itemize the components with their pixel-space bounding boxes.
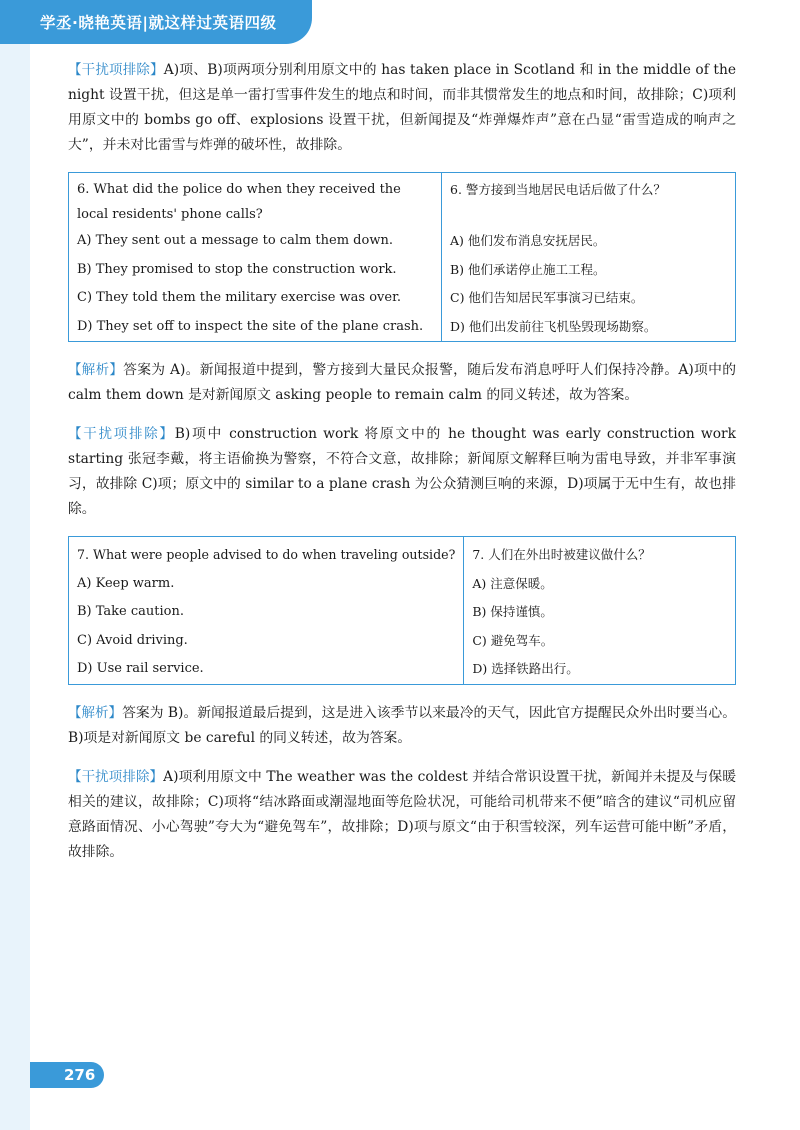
page-number: 276 <box>64 1066 96 1084</box>
paragraph-text: A)项利用原文中 The weather was the coldest 并结合常识设置干扰，新闻并未提及与保暖相关的建议，故排除；C)项将“结冰路面或潮湿地面等危险状况，可能给司机带来不便”暗含的建议“司机应留意路面情况、小心驾驶”夸大为“避免驾车”，故排除；D)项与原文“由于积雪较深，列车运营可能中断”矛盾，故排除。 <box>68 768 737 860</box>
option-d-cn: D) 选择铁路出行。 <box>472 661 579 676</box>
question-text: 6. What did the police do when they received the local residents' phone calls? <box>77 182 401 222</box>
paragraph-text: 答案为 B)。新闻报道最后提到，这是进入该季节以来最冷的天气，因此官方提醒民众外出时要当心。B)项是对新闻原文 be careful 的同义转述，故为答案。 <box>68 704 737 746</box>
option-c-cn: C) 他们告知居民军事演习已结束。 <box>450 290 644 305</box>
paragraph-text: B)项中 construction work 将原文中的 he thought was early construction work starting 张冠李戴，将主语偷换为警察，不符合文意，故排除；新闻原文解释巨响为雷电导致，并非军事演习，故排除 C)项；原文中的 similar to a plane crash 为公众猜测巨响的来源，D)项属于无中生有，故也排除。 <box>68 426 737 517</box>
distractor-analysis-q7 <box>68 765 736 865</box>
option-c-cn: C) 避免驾车。 <box>472 632 554 648</box>
question-6-table <box>68 172 736 342</box>
question-7-table <box>68 536 736 685</box>
page-content <box>68 58 736 879</box>
section-tag: 【解析】 <box>68 704 123 721</box>
option-d-cn: D) 他们出发前往飞机坠毁现场勘察。 <box>450 318 657 334</box>
book-title: 学丞·晓艳英语|就这样过英语四级 <box>40 14 277 32</box>
question-6-english <box>69 173 442 342</box>
option-b: B) Take caution. <box>77 604 184 619</box>
distractor-analysis-q5 <box>68 58 736 158</box>
analysis-q6 <box>68 358 736 408</box>
option-a: A) They sent out a message to calm them down. <box>77 233 393 248</box>
section-tag: 【干扰项排除】 <box>68 426 175 442</box>
option-a-cn: A) 注意保暖。 <box>472 575 553 591</box>
question-text-cn: 7. 人们在外出时被建议做什么？ <box>472 547 651 562</box>
option-c: C) They told them the military exercise was over. <box>77 290 401 305</box>
option-b: B) They promised to stop the construction work. <box>77 261 397 277</box>
paragraph-text: 答案为 A)。新闻报道中提到，警方接到大量民众报警，随后发布消息呼吁人们保持冷静。A)项中的 calm them down 是对新闻原文 asking people to remain calm 的同义转述，故为答案。 <box>68 362 737 403</box>
question-text-cn: 6. 警方接到当地居民电话后做了什么？ <box>450 182 666 197</box>
option-b-cn: B) 他们承诺停止施工工程。 <box>450 261 606 277</box>
option-c: C) Avoid driving. <box>77 632 188 648</box>
option-a-cn: A) 他们发布消息安抚居民。 <box>450 233 606 248</box>
section-tag: 【干扰项排除】 <box>68 62 164 78</box>
header-band <box>0 0 312 44</box>
question-6-chinese <box>442 173 736 342</box>
option-d: D) They set off to inspect the site of the plane crash. <box>77 318 424 334</box>
option-a: A) Keep warm. <box>77 575 175 591</box>
page-number-badge <box>30 1062 104 1088</box>
option-d: D) Use rail service. <box>77 661 204 676</box>
section-tag: 【干扰项排除】 <box>68 768 164 785</box>
option-b-cn: B) 保持谨慎。 <box>472 604 553 619</box>
question-7-chinese <box>464 537 736 685</box>
left-margin-strip <box>0 0 30 1130</box>
paragraph-text: A)项、B)项两项分别利用原文中的 has taken place in Scotland 和 in the middle of the night 设置干扰，但这是单一雷打雪事件发生的地点和时间，而非其惯常发生的地点和时间，故排除；C)项利用原文中的 bombs go off、explosions 设置干扰，但新闻提及“炸弹爆炸声”意在凸显“雷雪造成的响声之大”，并未对比雷雪与炸弹的破坏性，故排除。 <box>68 62 737 153</box>
question-7-english <box>69 537 464 685</box>
analysis-q7 <box>68 701 736 751</box>
question-text: 7. What were people advised to do when traveling outside? <box>77 547 456 562</box>
distractor-analysis-q6 <box>68 422 736 522</box>
section-tag: 【解析】 <box>68 362 124 378</box>
